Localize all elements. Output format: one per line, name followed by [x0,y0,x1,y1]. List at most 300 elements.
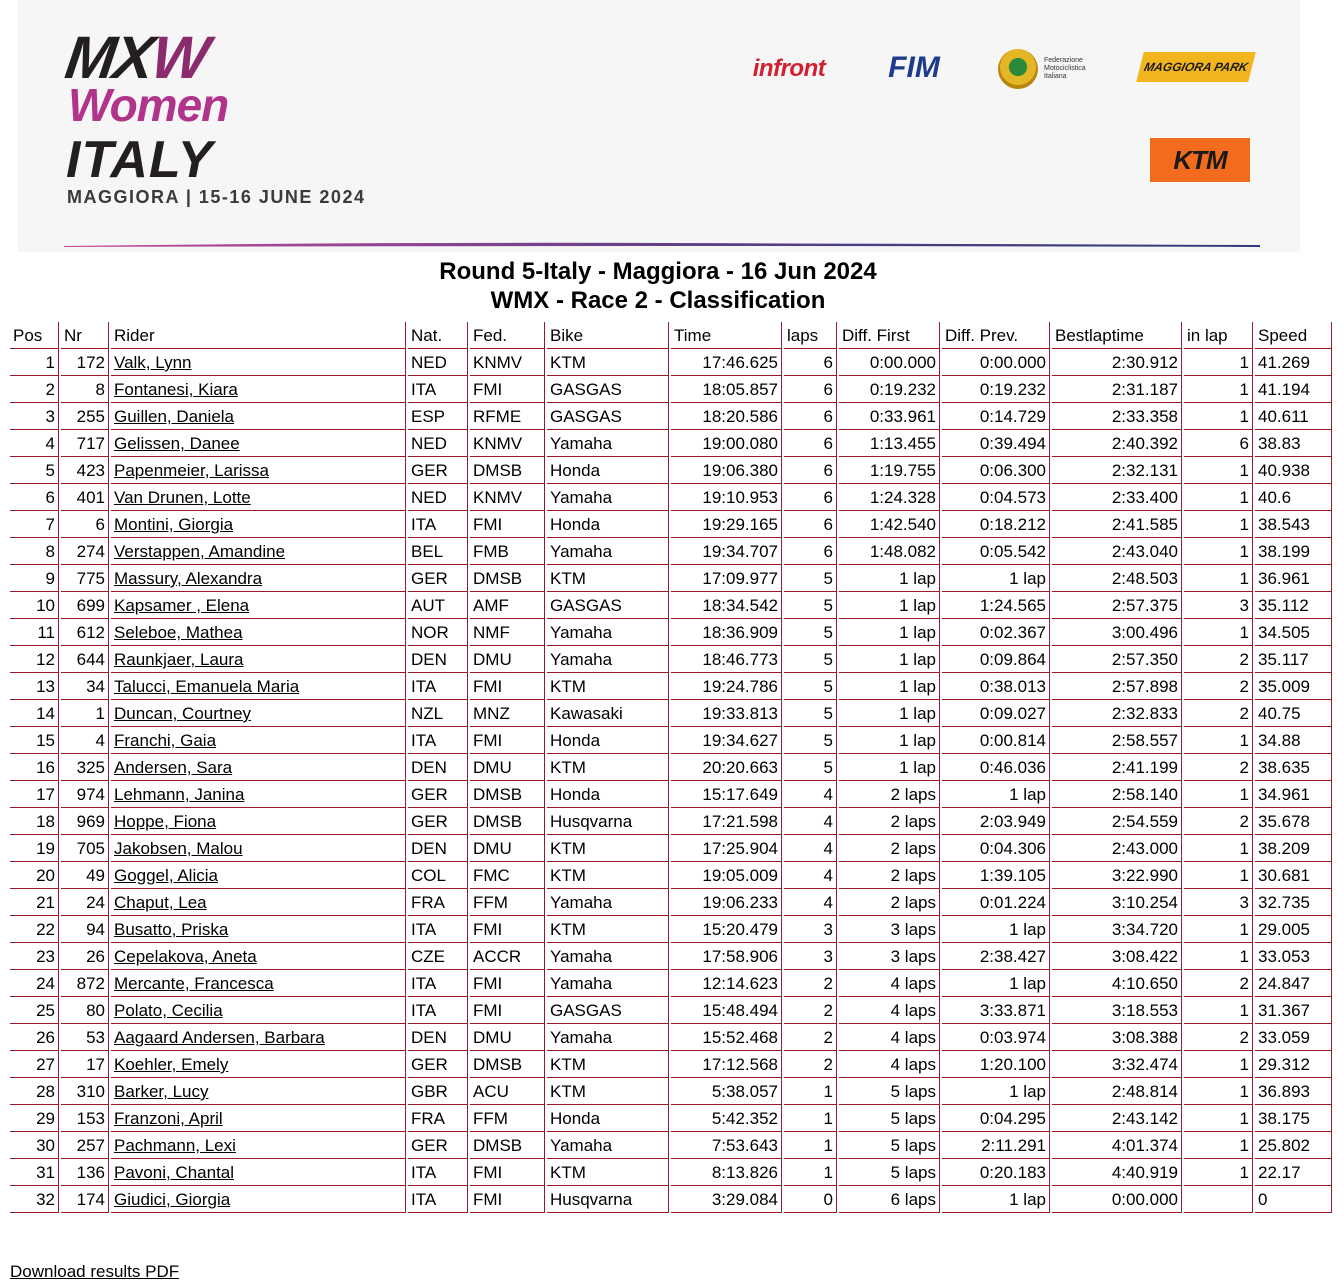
cell-rider [111,565,406,592]
cell-in-lap: 1 [1184,457,1253,484]
table-row [10,916,1332,943]
cell-nr: 717 [61,430,109,457]
cell-bestlaptime: 2:41.585 [1052,511,1182,538]
cell-diff-first: 2 laps [839,862,940,889]
cell-nat: DEN [408,754,468,781]
cell-in-lap: 6 [1184,430,1253,457]
cell-nat: ESP [408,403,468,430]
cell-pos: 19 [10,835,59,862]
cell-bestlaptime: 2:43.000 [1052,835,1182,862]
cell-speed: 31.367 [1255,997,1332,1024]
cell-pos: 7 [10,511,59,538]
cell-laps: 4 [784,781,837,808]
cell-pos: 28 [10,1078,59,1105]
cell-fed: FMI [470,997,545,1024]
infront-logo: infront [752,55,826,82]
cell-laps: 2 [784,997,837,1024]
table-row [10,1159,1332,1186]
cell-bike: KTM [547,565,669,592]
cell-bestlaptime: 3:34.720 [1052,916,1182,943]
maggiora-park-logo: MAGGIORA PARK [1136,52,1255,82]
cell-pos: 22 [10,916,59,943]
cell-bestlaptime: 2:33.400 [1052,484,1182,511]
rider-link[interactable]: Koehler, Emely [114,1055,229,1074]
cell-bike: GASGAS [547,592,669,619]
rider-link[interactable]: Raunkjaer, Laura [114,650,244,669]
cell-pos: 31 [10,1159,59,1186]
rider-link[interactable]: Gelissen, Danee [114,434,240,453]
cell-diff-prev: 0:20.183 [942,1159,1050,1186]
cell-time: 19:06.380 [671,457,782,484]
cell-nat: GER [408,1132,468,1159]
cell-nr: 1 [61,700,109,727]
cell-rider [111,673,406,700]
cell-laps: 6 [784,538,837,565]
cell-laps: 6 [784,349,837,376]
rider-link[interactable]: Mercante, Francesca [114,974,274,993]
rider-link[interactable]: Van Drunen, Lotte [114,488,251,507]
cell-laps: 1 [784,1105,837,1132]
rider-link[interactable]: Verstappen, Amandine [114,542,286,561]
cell-bike: Husqvarna [547,808,669,835]
fmi-logo-text: Federazione Motociclistica Italiana [1044,57,1086,80]
cell-bike: KTM [547,1051,669,1078]
cell-laps: 1 [784,1132,837,1159]
cell-rider [111,781,406,808]
cell-pos: 30 [10,1132,59,1159]
cell-bike: Kawasaki [547,700,669,727]
rider-link[interactable]: Franchi, Gaia [114,731,217,750]
cell-diff-first: 2 laps [839,889,940,916]
rider-link[interactable]: Pavoni, Chantal [114,1163,235,1182]
cell-bestlaptime: 2:57.350 [1052,646,1182,673]
table-row [10,457,1332,484]
cell-rider [111,916,406,943]
cell-bestlaptime: 3:22.990 [1052,862,1182,889]
cell-laps: 4 [784,862,837,889]
cell-bestlaptime: 2:41.199 [1052,754,1182,781]
cell-diff-first: 1:48.082 [839,538,940,565]
rider-link[interactable]: Guillen, Daniela [114,407,235,426]
rider-link[interactable]: Massury, Alexandra [114,569,263,588]
rider-link[interactable]: Cepelakova, Aneta [114,947,257,966]
table-row [10,1024,1332,1051]
cell-bestlaptime: 4:01.374 [1052,1132,1182,1159]
cell-time: 19:34.707 [671,538,782,565]
rider-link[interactable]: Fontanesi, Kiara [114,380,238,399]
cell-nat: NED [408,349,468,376]
cell-speed: 38.635 [1255,754,1332,781]
cell-diff-first: 4 laps [839,970,940,997]
cell-nat: NZL [408,700,468,727]
cell-nat: DEN [408,1024,468,1051]
cell-nr: 6 [61,511,109,538]
cell-in-lap: 2 [1184,673,1253,700]
cell-laps: 4 [784,889,837,916]
rider-link[interactable]: Seleboe, Mathea [114,623,243,642]
cell-rider [111,646,406,673]
cell-nr: 325 [61,754,109,781]
cell-bike: Yamaha [547,619,669,646]
cell-diff-first: 1 lap [839,646,940,673]
cell-bestlaptime: 3:32.474 [1052,1051,1182,1078]
cell-in-lap [1184,1186,1253,1213]
cell-diff-prev: 0:05.542 [942,538,1050,565]
cell-speed: 29.312 [1255,1051,1332,1078]
cell-nr: 174 [61,1186,109,1213]
table-row [10,1132,1332,1159]
cell-bestlaptime: 2:57.898 [1052,673,1182,700]
table-row [10,619,1332,646]
rider-link[interactable]: Kapsamer , Elena [114,596,250,615]
cell-laps: 1 [784,1159,837,1186]
table-row [10,1186,1332,1213]
rider-link[interactable]: Montini, Giorgia [114,515,234,534]
rider-link[interactable]: Goggel, Alicia [114,866,218,885]
cell-nat: ITA [408,727,468,754]
cell-bestlaptime: 3:00.496 [1052,619,1182,646]
cell-rider [111,997,406,1024]
cell-rider [111,808,406,835]
cell-rider [111,943,406,970]
cell-pos: 4 [10,430,59,457]
cell-speed: 40.6 [1255,484,1332,511]
cell-time: 18:05.857 [671,376,782,403]
cell-fed: DMSB [470,808,545,835]
cell-in-lap: 1 [1184,916,1253,943]
cell-pos: 12 [10,646,59,673]
cell-rider [111,1159,406,1186]
cell-fed: DMSB [470,1051,545,1078]
rider-link[interactable]: Polato, Cecilia [114,1001,223,1020]
cell-fed: MNZ [470,700,545,727]
cell-speed: 35.009 [1255,673,1332,700]
cell-diff-first: 3 laps [839,943,940,970]
cell-diff-first: 1 lap [839,619,940,646]
cell-diff-prev: 0:04.306 [942,835,1050,862]
cell-time: 8:13.826 [671,1159,782,1186]
cell-bestlaptime: 2:40.392 [1052,430,1182,457]
cell-pos: 23 [10,943,59,970]
cell-nat: FRA [408,1105,468,1132]
cell-speed: 35.678 [1255,808,1332,835]
cell-diff-prev: 0:38.013 [942,673,1050,700]
cell-pos: 5 [10,457,59,484]
cell-fed: FMB [470,538,545,565]
cell-time: 18:20.586 [671,403,782,430]
cell-fed: FMI [470,1186,545,1213]
cell-in-lap: 1 [1184,781,1253,808]
cell-fed: FFM [470,1105,545,1132]
rider-link[interactable]: Papenmeier, Larissa [114,461,269,480]
cell-nr: 612 [61,619,109,646]
cell-diff-first: 1 lap [839,700,940,727]
cell-diff-first: 1 lap [839,592,940,619]
rider-link[interactable]: Busatto, Priska [114,920,229,939]
table-row [10,754,1332,781]
cell-speed: 35.112 [1255,592,1332,619]
cell-bike: Yamaha [547,970,669,997]
col-header-rider: Rider [111,322,406,349]
cell-diff-first: 4 laps [839,997,940,1024]
rider-link[interactable]: Valk, Lynn [114,353,192,372]
cell-time: 19:29.165 [671,511,782,538]
col-header-laps: laps [784,322,837,349]
cell-nat: NOR [408,619,468,646]
page-title: Round 5-Italy - Maggiora - 16 Jun 2024 [439,258,877,285]
cell-diff-prev: 2:03.949 [942,808,1050,835]
col-header-diff-prev: Diff. Prev. [942,322,1050,349]
cell-in-lap: 2 [1184,754,1253,781]
cell-diff-prev: 1 lap [942,916,1050,943]
cell-nat: NED [408,484,468,511]
cell-diff-prev: 1:20.100 [942,1051,1050,1078]
cell-time: 19:10.953 [671,484,782,511]
cell-time: 12:14.623 [671,970,782,997]
rider-link[interactable]: Andersen, Sara [114,758,233,777]
cell-nat: GER [408,1051,468,1078]
cell-diff-first: 0:19.232 [839,376,940,403]
cell-rider [111,376,406,403]
cell-speed: 41.269 [1255,349,1332,376]
cell-nat: ITA [408,376,468,403]
cell-diff-first: 2 laps [839,835,940,862]
cell-diff-first: 5 laps [839,1132,940,1159]
cell-diff-first: 1 lap [839,565,940,592]
cell-nr: 310 [61,1078,109,1105]
rider-link[interactable]: Jakobsen, Malou [114,839,243,858]
cell-speed: 24.847 [1255,970,1332,997]
rider-link[interactable]: Chaput, Lea [114,893,207,912]
cell-in-lap: 1 [1184,943,1253,970]
cell-laps: 5 [784,727,837,754]
cell-in-lap: 1 [1184,619,1253,646]
cell-speed: 34.961 [1255,781,1332,808]
cell-nr: 705 [61,835,109,862]
cell-laps: 5 [784,565,837,592]
cell-in-lap: 2 [1184,970,1253,997]
cell-rider [111,538,406,565]
cell-diff-first: 1 lap [839,673,940,700]
cell-in-lap: 2 [1184,700,1253,727]
cell-pos: 32 [10,1186,59,1213]
cell-fed: KNMV [470,430,545,457]
cell-pos: 29 [10,1105,59,1132]
cell-fed: NMF [470,619,545,646]
rider-link[interactable]: Aagaard Andersen, Barbara [114,1028,325,1047]
cell-time: 17:58.906 [671,943,782,970]
cell-speed: 41.194 [1255,376,1332,403]
cell-pos: 24 [10,970,59,997]
cell-nr: 53 [61,1024,109,1051]
cell-diff-prev: 0:00.000 [942,349,1050,376]
cell-nr: 17 [61,1051,109,1078]
cell-time: 18:34.542 [671,592,782,619]
mxw-logo: MXW [61,24,212,91]
cell-diff-prev: 1 lap [942,781,1050,808]
table-row [10,943,1332,970]
cell-bestlaptime: 2:32.131 [1052,457,1182,484]
cell-bike: Yamaha [547,943,669,970]
cell-fed: FMI [470,970,545,997]
cell-pos: 8 [10,538,59,565]
table-row [10,403,1332,430]
cell-pos: 3 [10,403,59,430]
cell-nat: ITA [408,1186,468,1213]
cell-nr: 49 [61,862,109,889]
rider-link[interactable]: Franzoni, April [114,1109,223,1128]
cell-rider [111,619,406,646]
cell-diff-prev: 0:03.974 [942,1024,1050,1051]
fim-logo: FIM [888,51,940,84]
cell-nat: DEN [408,646,468,673]
cell-diff-first: 1:19.755 [839,457,940,484]
table-row [10,970,1332,997]
cell-bike: Yamaha [547,1024,669,1051]
cell-bestlaptime: 2:48.503 [1052,565,1182,592]
cell-rider [111,1024,406,1051]
cell-speed: 34.88 [1255,727,1332,754]
cell-fed: FMI [470,727,545,754]
col-header-speed: Speed [1255,322,1332,349]
cell-nr: 26 [61,943,109,970]
col-header-bike: Bike [547,322,669,349]
table-row [10,592,1332,619]
cell-laps: 1 [784,1078,837,1105]
cell-bestlaptime: 3:18.553 [1052,997,1182,1024]
cell-pos: 27 [10,1051,59,1078]
cell-speed: 25.802 [1255,1132,1332,1159]
cell-pos: 6 [10,484,59,511]
cell-pos: 21 [10,889,59,916]
cell-nat: GER [408,781,468,808]
cell-laps: 5 [784,673,837,700]
cell-bike: Yamaha [547,1132,669,1159]
cell-diff-prev: 1 lap [942,565,1050,592]
cell-fed: FFM [470,889,545,916]
cell-nr: 274 [61,538,109,565]
cell-time: 15:17.649 [671,781,782,808]
rider-link[interactable]: Talucci, Emanuela Maria [114,677,300,696]
cell-speed: 38.83 [1255,430,1332,457]
cell-time: 5:42.352 [671,1105,782,1132]
table-row [10,1105,1332,1132]
event-banner [18,0,1300,252]
cell-time: 17:25.904 [671,835,782,862]
cell-nr: 8 [61,376,109,403]
cell-speed: 38.209 [1255,835,1332,862]
cell-rider [111,1186,406,1213]
cell-laps: 5 [784,754,837,781]
cell-bike: Honda [547,1105,669,1132]
table-row [10,430,1332,457]
cell-in-lap: 2 [1184,808,1253,835]
cell-bike: Yamaha [547,538,669,565]
table-row [10,889,1332,916]
download-pdf-link[interactable]: Download results PDF [10,1262,180,1281]
rider-link[interactable]: Lehmann, Janina [114,785,245,804]
cell-bestlaptime: 2:33.358 [1052,403,1182,430]
cell-speed: 35.117 [1255,646,1332,673]
cell-nat: AUT [408,592,468,619]
cell-speed: 33.059 [1255,1024,1332,1051]
col-header-bestlaptime: Bestlaptime [1052,322,1182,349]
rider-link[interactable]: Pachmann, Lexi [114,1136,236,1155]
cell-laps: 5 [784,592,837,619]
cell-fed: FMI [470,1159,545,1186]
cell-rider [111,970,406,997]
cell-nat: COL [408,862,468,889]
cell-in-lap: 1 [1184,484,1253,511]
cell-fed: DMSB [470,1132,545,1159]
cell-diff-first: 4 laps [839,1024,940,1051]
col-header-pos: Pos [10,322,59,349]
cell-bestlaptime: 3:08.388 [1052,1024,1182,1051]
rider-link[interactable]: Barker, Lucy [114,1082,209,1101]
cell-diff-prev: 0:04.295 [942,1105,1050,1132]
cell-rider [111,403,406,430]
cell-pos: 9 [10,565,59,592]
cell-laps: 2 [784,970,837,997]
cell-in-lap: 2 [1184,646,1253,673]
cell-pos: 25 [10,997,59,1024]
cell-nr: 80 [61,997,109,1024]
rider-link[interactable]: Duncan, Courtney [114,704,252,723]
cell-in-lap: 1 [1184,349,1253,376]
cell-pos: 20 [10,862,59,889]
cell-time: 7:53.643 [671,1132,782,1159]
table-row [10,808,1332,835]
cell-fed: DMSB [470,457,545,484]
rider-link[interactable]: Hoppe, Fiona [114,812,217,831]
cell-nat: ITA [408,1159,468,1186]
cell-bestlaptime: 2:57.375 [1052,592,1182,619]
cell-in-lap: 1 [1184,835,1253,862]
cell-time: 17:46.625 [671,349,782,376]
cell-time: 3:29.084 [671,1186,782,1213]
cell-bike: Honda [547,727,669,754]
cell-nat: BEL [408,538,468,565]
cell-nr: 872 [61,970,109,997]
cell-bestlaptime: 3:10.254 [1052,889,1182,916]
rider-link[interactable]: Giudici, Giorgia [114,1190,231,1209]
cell-nat: FRA [408,889,468,916]
cell-rider [111,862,406,889]
cell-rider [111,1105,406,1132]
cell-in-lap: 1 [1184,1105,1253,1132]
cell-diff-prev: 2:38.427 [942,943,1050,970]
cell-rider [111,754,406,781]
cell-diff-first: 4 laps [839,1051,940,1078]
cell-diff-first: 5 laps [839,1159,940,1186]
cell-nr: 699 [61,592,109,619]
cell-nr: 423 [61,457,109,484]
cell-speed: 38.199 [1255,538,1332,565]
cell-laps: 6 [784,511,837,538]
page-subtitle: WMX - Race 2 - Classification [490,287,826,314]
cell-time: 15:48.494 [671,997,782,1024]
cell-nr: 172 [61,349,109,376]
cell-bike: Husqvarna [547,1186,669,1213]
cell-speed: 33.053 [1255,943,1332,970]
cell-bestlaptime: 4:40.919 [1052,1159,1182,1186]
cell-pos: 1 [10,349,59,376]
cell-diff-prev: 1:24.565 [942,592,1050,619]
cell-nr: 974 [61,781,109,808]
cell-nat: GER [408,565,468,592]
cell-bike: GASGAS [547,997,669,1024]
cell-in-lap: 1 [1184,538,1253,565]
